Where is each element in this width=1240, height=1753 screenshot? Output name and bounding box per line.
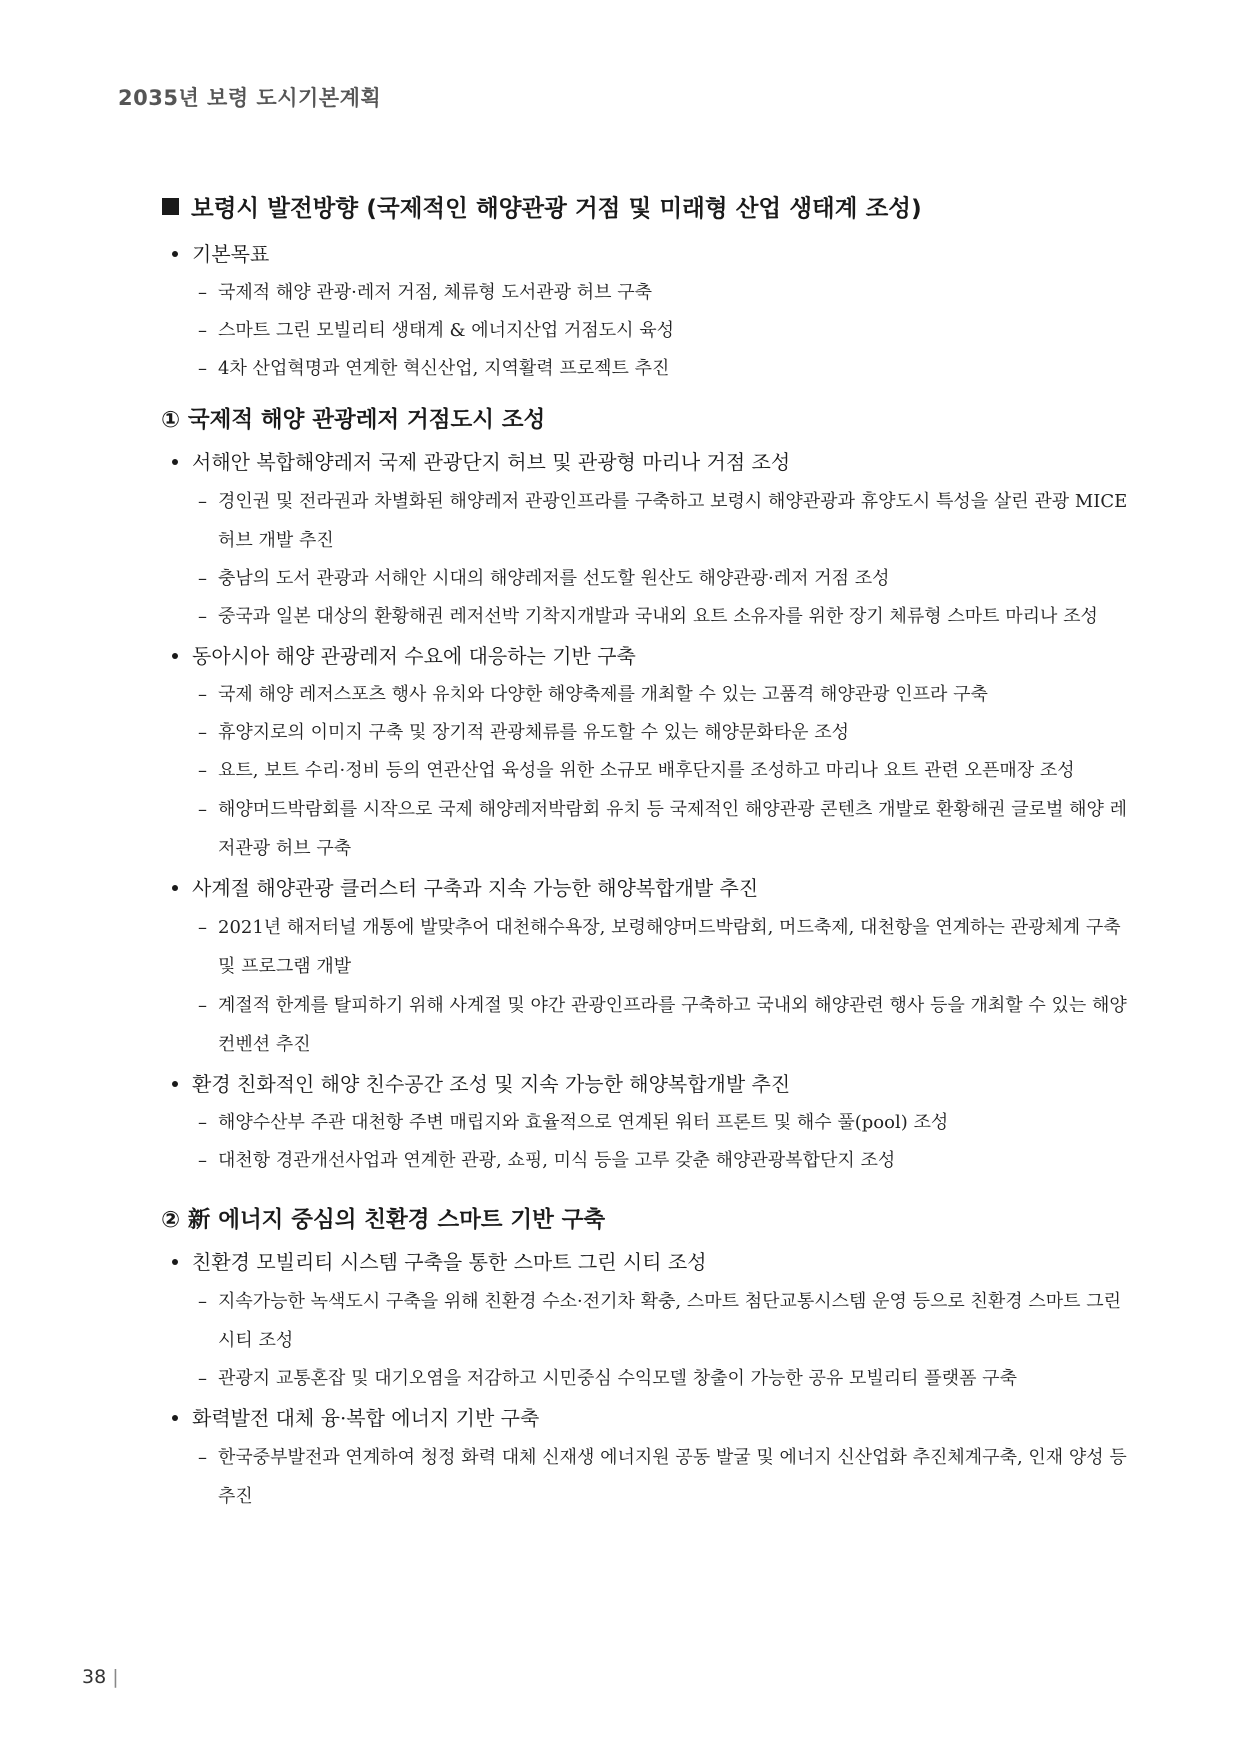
bullet-dot-icon — [172, 653, 178, 659]
page-number-value: 38 — [82, 1666, 107, 1688]
bullet-label: 사계절 해양관광 클러스터 구축과 지속 가능한 해양복합개발 추진 — [192, 876, 759, 900]
list-item: – 국제 해양 레저스포츠 행사 유치와 다양한 해양축제를 개최할 수 있는 고품격 해양관광 인프라 구축 — [198, 684, 988, 705]
list-item: – 중국과 일본 대상의 환황해권 레저선박 기착지개발과 국내외 요트 소유자를 위한 장기 체류형 스마트 마리나 조성 — [198, 606, 1098, 627]
list-item: – 충남의 도서 관광과 서해안 시대의 해양레저를 선도할 원산도 해양관광·레저 거점 조성 — [198, 568, 890, 589]
list-item: – 지속가능한 녹색도시 구축을 위해 친환경 수소·전기차 확충, 스마트 첨단교통시스템 운영 등으로 친환경 스마트 그린시티 조성 — [198, 1291, 1122, 1351]
square-bullet-icon — [162, 198, 179, 215]
bullet-dot-icon — [172, 1259, 178, 1265]
page-number-separator: | — [112, 1666, 119, 1688]
running-header: 2035년 보령 도시기본계획 — [118, 86, 382, 110]
bullet-item — [172, 1242, 1130, 1282]
bullet-dot-icon — [172, 885, 178, 891]
bullet-label: 서해안 복합해양레저 국제 관광단지 허브 및 관광형 마리나 거점 조성 — [192, 450, 791, 474]
list-item: – 스마트 그린 모빌리티 생태계 & 에너지산업 거점도시 육성 — [198, 320, 674, 341]
list-item: – 국제적 해양 관광·레저 거점, 체류형 도서관광 허브 구축 — [198, 282, 653, 303]
subsection-title-1: ① 국제적 해양 관광레저 거점도시 조성 — [161, 407, 546, 433]
subsection-title-2: ② 新 에너지 중심의 친환경 스마트 기반 구축 — [161, 1207, 606, 1233]
list-item: – 4차 산업혁명과 연계한 혁신산업, 지역활력 프로젝트 추진 — [198, 358, 670, 379]
bullet-label: 친환경 모빌리티 시스템 구축을 통한 스마트 그린 시티 조성 — [192, 1250, 707, 1274]
bullet-label: 기본목표 — [192, 242, 270, 266]
page-number — [82, 1666, 119, 1688]
list-item: – 대천항 경관개선사업과 연계한 관광, 쇼핑, 미식 등을 고루 갖춘 해양관광복합단지 조성 — [198, 1150, 896, 1171]
bullet-basic-goals — [172, 234, 1130, 274]
bullet-dot-icon — [172, 459, 178, 465]
bullet-dot-icon — [172, 251, 178, 257]
bullet-label: 환경 친화적인 해양 친수공간 조성 및 지속 가능한 해양복합개발 추진 — [192, 1072, 791, 1096]
section-title — [162, 186, 1130, 226]
bullet-item — [172, 868, 1130, 908]
list-item: – 2021년 해저터널 개통에 발맞추어 대천해수욕장, 보령해양머드박람회, 머드축제, 대천항을 연계하는 관광체계 구축 및 프로그램 개발 — [198, 917, 1121, 977]
bullet-item — [172, 1064, 1130, 1104]
list-item: – 계절적 한계를 탈피하기 위해 사계절 및 야간 관광인프라를 구축하고 국내외 해양관련 행사 등을 개최할 수 있는 해양컨벤션 추진 — [198, 995, 1127, 1055]
bullet-item — [172, 636, 1130, 676]
list-item: – 해양머드박람회를 시작으로 국제 해양레저박람회 유치 등 국제적인 해양관광 콘텐츠 개발로 환황해권 글로벌 해양 레저관광 허브 구축 — [198, 799, 1128, 859]
bullet-dot-icon — [172, 1415, 178, 1421]
list-item: – 휴양지로의 이미지 구축 및 장기적 관광체류를 유도할 수 있는 해양문화타운 조성 — [198, 722, 850, 743]
page-content — [162, 186, 1130, 1516]
list-item: – 경인권 및 전라권과 차별화된 해양레저 관광인프라를 구축하고 보령시 해양관광과 휴양도시 특성을 살린 관광 MICE 허브 개발 추진 — [198, 491, 1128, 551]
bullet-dot-icon — [172, 1081, 178, 1087]
section-title-text: 보령시 발전방향 (국제적인 해양관광 거점 및 미래형 산업 생태계 조성) — [191, 194, 922, 222]
list-item: – 요트, 보트 수리·정비 등의 연관산업 육성을 위한 소규모 배후단지를 조성하고 마리나 요트 관련 오픈매장 조성 — [198, 760, 1075, 781]
list-item: – 해양수산부 주관 대천항 주변 매립지와 효율적으로 연계된 워터 프론트 및 해수 풀(pool) 조성 — [198, 1112, 949, 1133]
list-item: – 한국중부발전과 연계하여 청정 화력 대체 신재생 에너지원 공동 발굴 및 에너지 신산업화 추진체계구축, 인재 양성 등 추진 — [198, 1447, 1127, 1507]
bullet-item — [172, 442, 1130, 482]
list-item: – 관광지 교통혼잡 및 대기오염을 저감하고 시민중심 수익모델 창출이 가능한 공유 모빌리티 플랫폼 구축 — [198, 1368, 1017, 1389]
bullet-item — [172, 1398, 1130, 1438]
bullet-label: 화력발전 대체 융·복합 에너지 기반 구축 — [192, 1406, 540, 1430]
bullet-label: 동아시아 해양 관광레저 수요에 대응하는 기반 구축 — [192, 644, 636, 668]
